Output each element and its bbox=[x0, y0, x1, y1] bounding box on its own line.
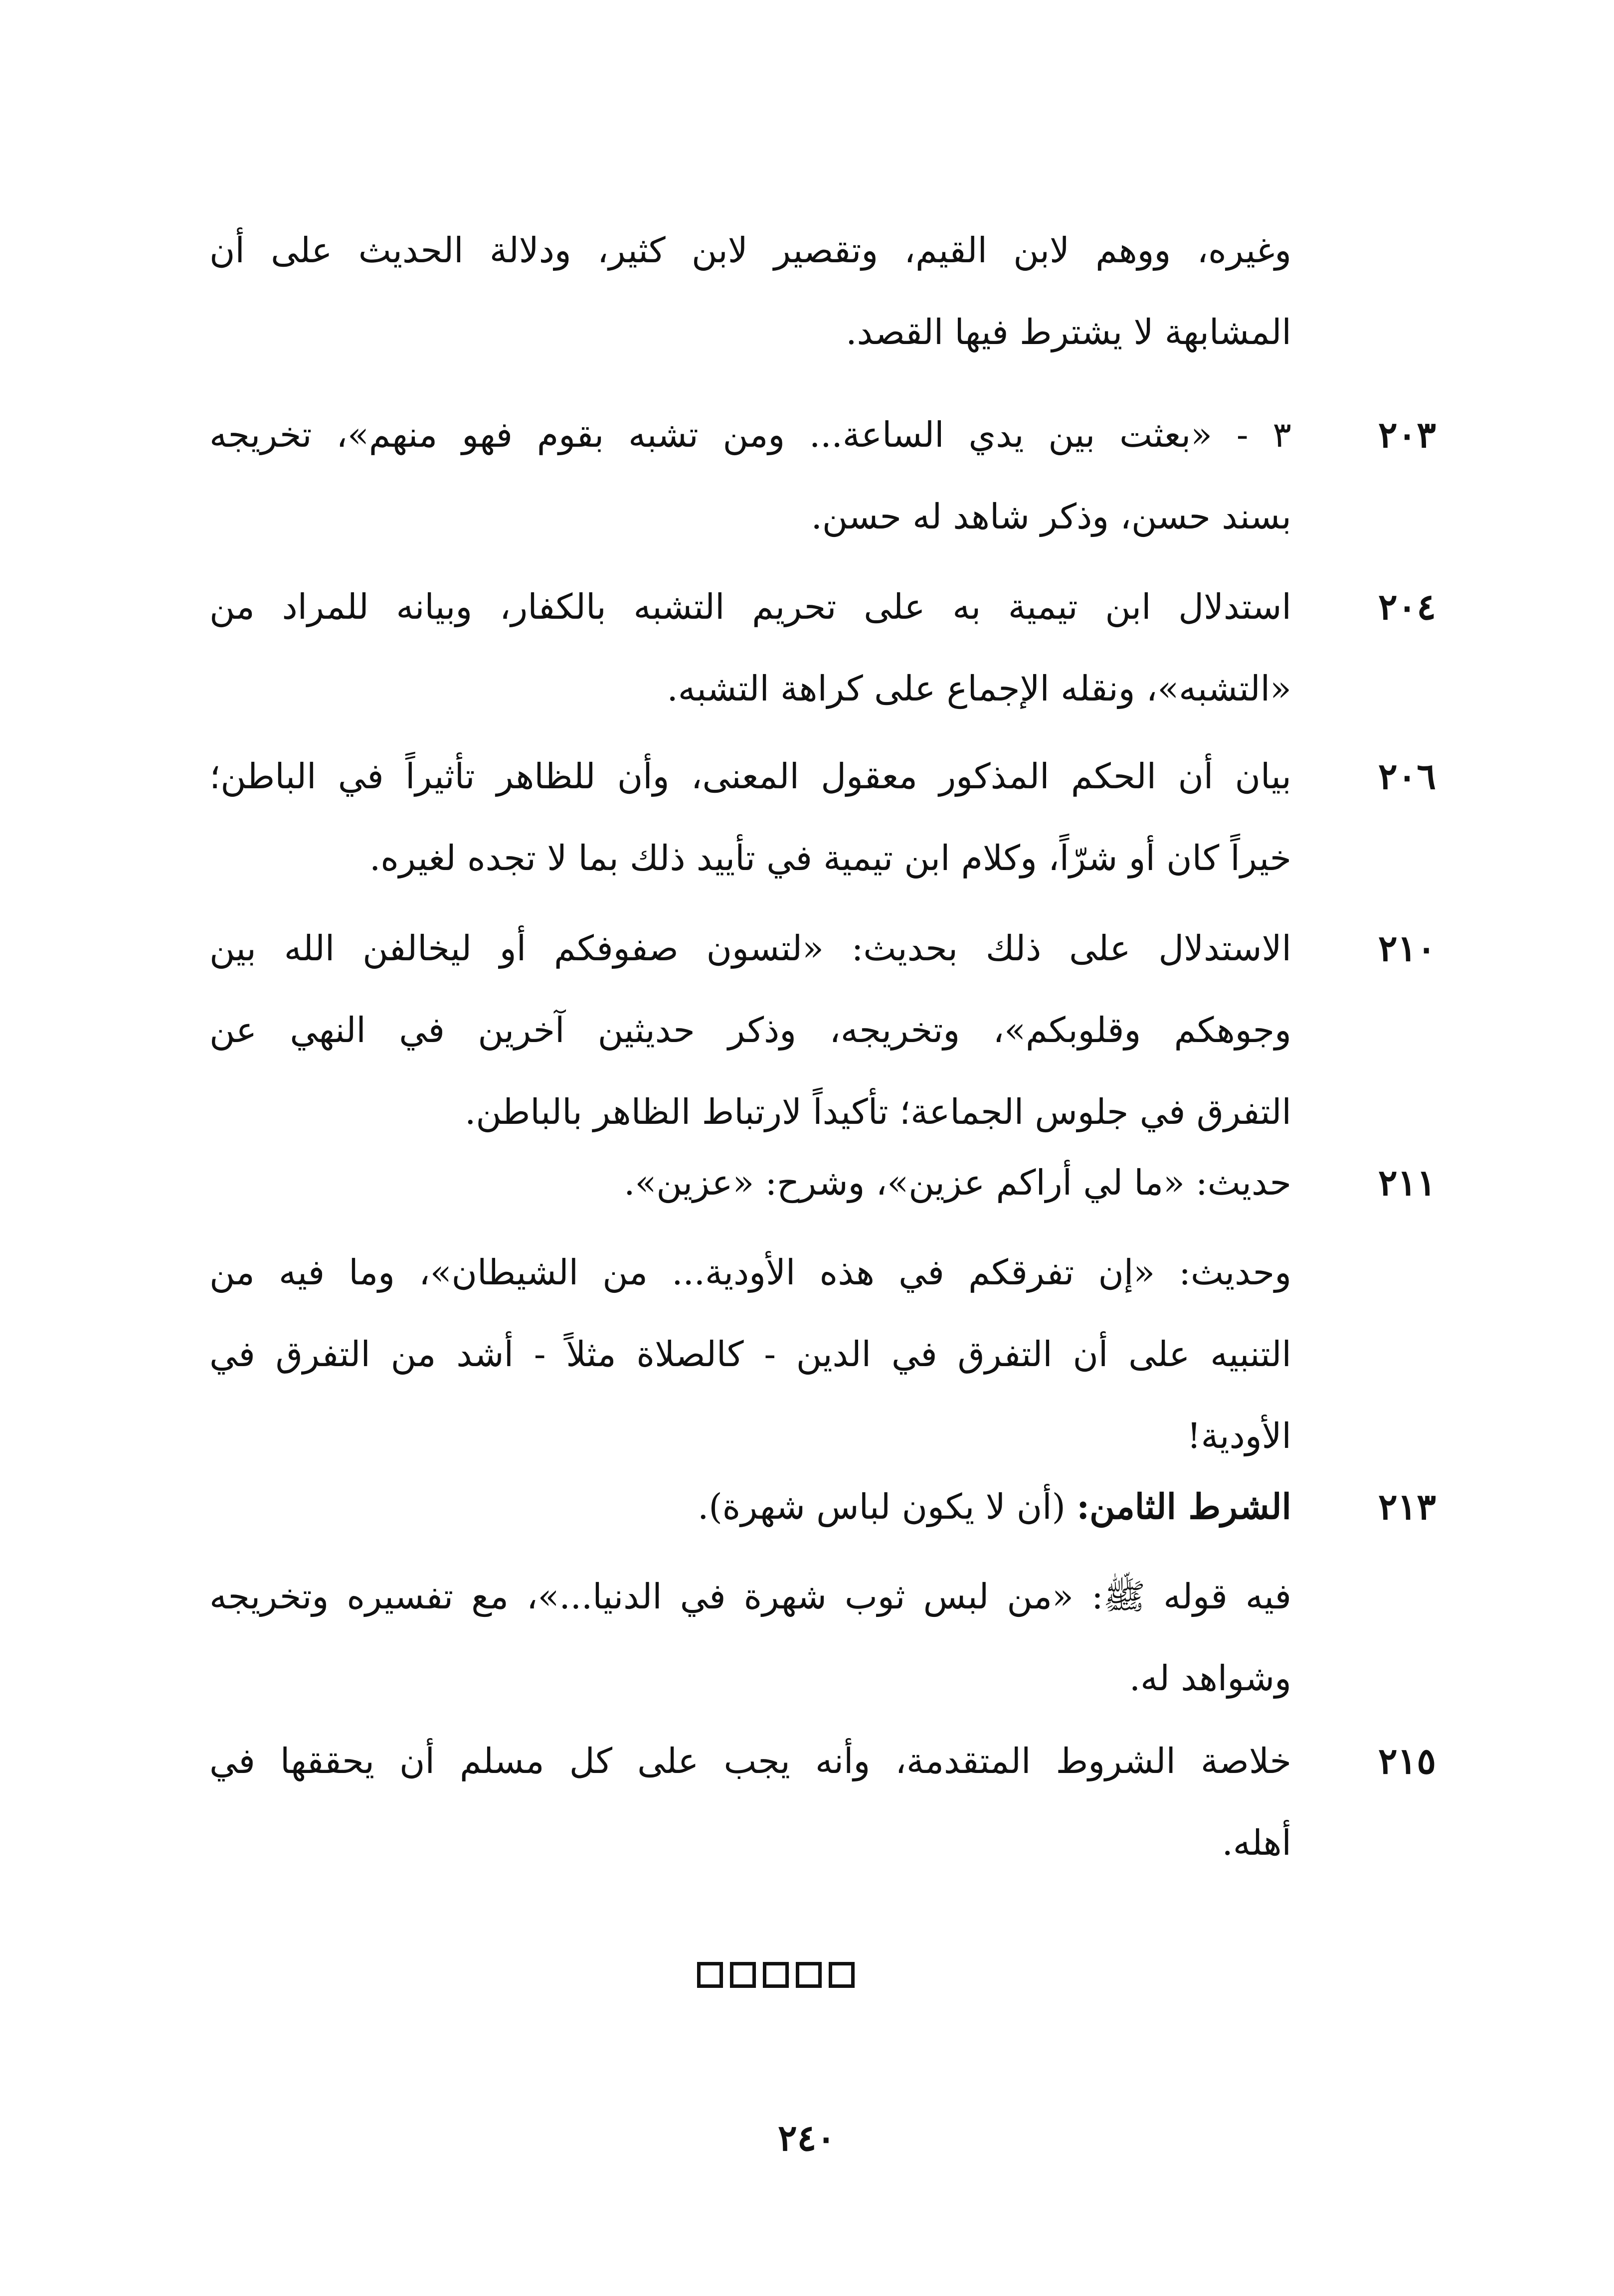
text-line: المشابهة لا يشترط فيها القصد. bbox=[846, 312, 1291, 353]
page-ref-number: ٢١٠ bbox=[1378, 927, 1436, 969]
entry-continuation bbox=[209, 209, 1291, 373]
page-ref-number: ٢١٥ bbox=[1378, 1740, 1436, 1782]
text-line: وشواهد له. bbox=[1129, 1658, 1291, 1699]
ornament-square-icon bbox=[697, 1962, 723, 1988]
entry-213 bbox=[209, 1466, 1291, 1548]
section-ornament bbox=[697, 1962, 855, 1988]
text-line: وجوهكم وقلوبكم»، وتخريجه، وذكر حديثين آخرين في النهي عن bbox=[209, 1010, 1291, 1051]
entry-204 bbox=[209, 566, 1291, 729]
text-line: استدلال ابن تيمية به على تحريم التشبه بالكفار، وبيانه للمراد من bbox=[209, 586, 1291, 627]
text-line: فيه قوله ﷺ: «من لبس ثوب شهرة في الدنيا...»، مع تفسيره وتخريجه bbox=[209, 1576, 1291, 1617]
condition-heading: الشرط الثامن: bbox=[1076, 1486, 1291, 1527]
ornament-square-icon bbox=[730, 1962, 756, 1988]
text-line: التنبيه على أن التفرق في الدين - كالصلاة مثلاً - أشد من التفرق في bbox=[209, 1334, 1291, 1375]
ornament-square-icon bbox=[829, 1962, 855, 1988]
ornament-square-icon bbox=[763, 1962, 789, 1988]
text-line: الاستدلال على ذلك بحديث: «لتسون صفوفكم أو ليخالفن الله بين bbox=[209, 928, 1291, 969]
entry-211 bbox=[209, 1142, 1291, 1224]
text-line: ٣ - «بعثت بين يدي الساعة... ومن تشبه بقوم فهو منهم»، تخريجه bbox=[209, 414, 1291, 455]
text-line: أهله. bbox=[1222, 1822, 1291, 1863]
entry-203 bbox=[209, 394, 1291, 557]
text-line: خيراً كان أو شرّاً، وكلام ابن تيمية في تأييد ذلك بما لا تجده لغيره. bbox=[369, 838, 1291, 879]
text-line: وغيره، ووهم لابن القيم، وتقصير لابن كثير، ودلالة الحديث على أن bbox=[209, 230, 1291, 271]
text-line: حديث: «ما لي أراكم عزين»، وشرح: «عزين». bbox=[624, 1162, 1291, 1203]
condition-text: (أن لا يكون لباس شهرة). bbox=[698, 1486, 1077, 1527]
text-line: خلاصة الشروط المتقدمة، وأنه يجب على كل مسلم أن يحققها في bbox=[209, 1741, 1291, 1781]
ornament-square-icon bbox=[796, 1962, 822, 1988]
text-line: وحديث: «إن تفرقكم في هذه الأودية... من الشيطان»، وما فيه من bbox=[209, 1252, 1291, 1293]
page-ref-number: ٢٠٣ bbox=[1378, 413, 1436, 456]
page-ref-number: ٢٠٦ bbox=[1378, 755, 1436, 797]
text-line: الأودية! bbox=[1187, 1415, 1291, 1456]
page-ref-number: ٢١٣ bbox=[1378, 1485, 1436, 1528]
text-line: بيان أن الحكم المذكور معقول المعنى، وأن للظاهر تأثيراً في الباطن؛ bbox=[209, 756, 1291, 797]
page-ref-number: ٢١١ bbox=[1378, 1161, 1436, 1204]
text-line: التفرق في جلوس الجماعة؛ تأكيداً لارتباط الظاهر بالباطن. bbox=[465, 1091, 1291, 1132]
text-line bbox=[209, 1466, 1291, 1548]
text-line: بسند حسن، وذكر شاهد له حسن. bbox=[811, 496, 1291, 537]
entry-206 bbox=[209, 735, 1291, 899]
page-number: ٢٤٠ bbox=[777, 2117, 836, 2159]
entry-continuation bbox=[209, 1556, 1291, 1719]
entry-215 bbox=[209, 1720, 1291, 1884]
page-ref-number: ٢٠٤ bbox=[1378, 585, 1436, 628]
entry-continuation bbox=[209, 1232, 1291, 1477]
text-line: «التشبه»، ونقله الإجماع على كراهة التشبه. bbox=[667, 668, 1291, 709]
entry-210 bbox=[209, 907, 1291, 1153]
